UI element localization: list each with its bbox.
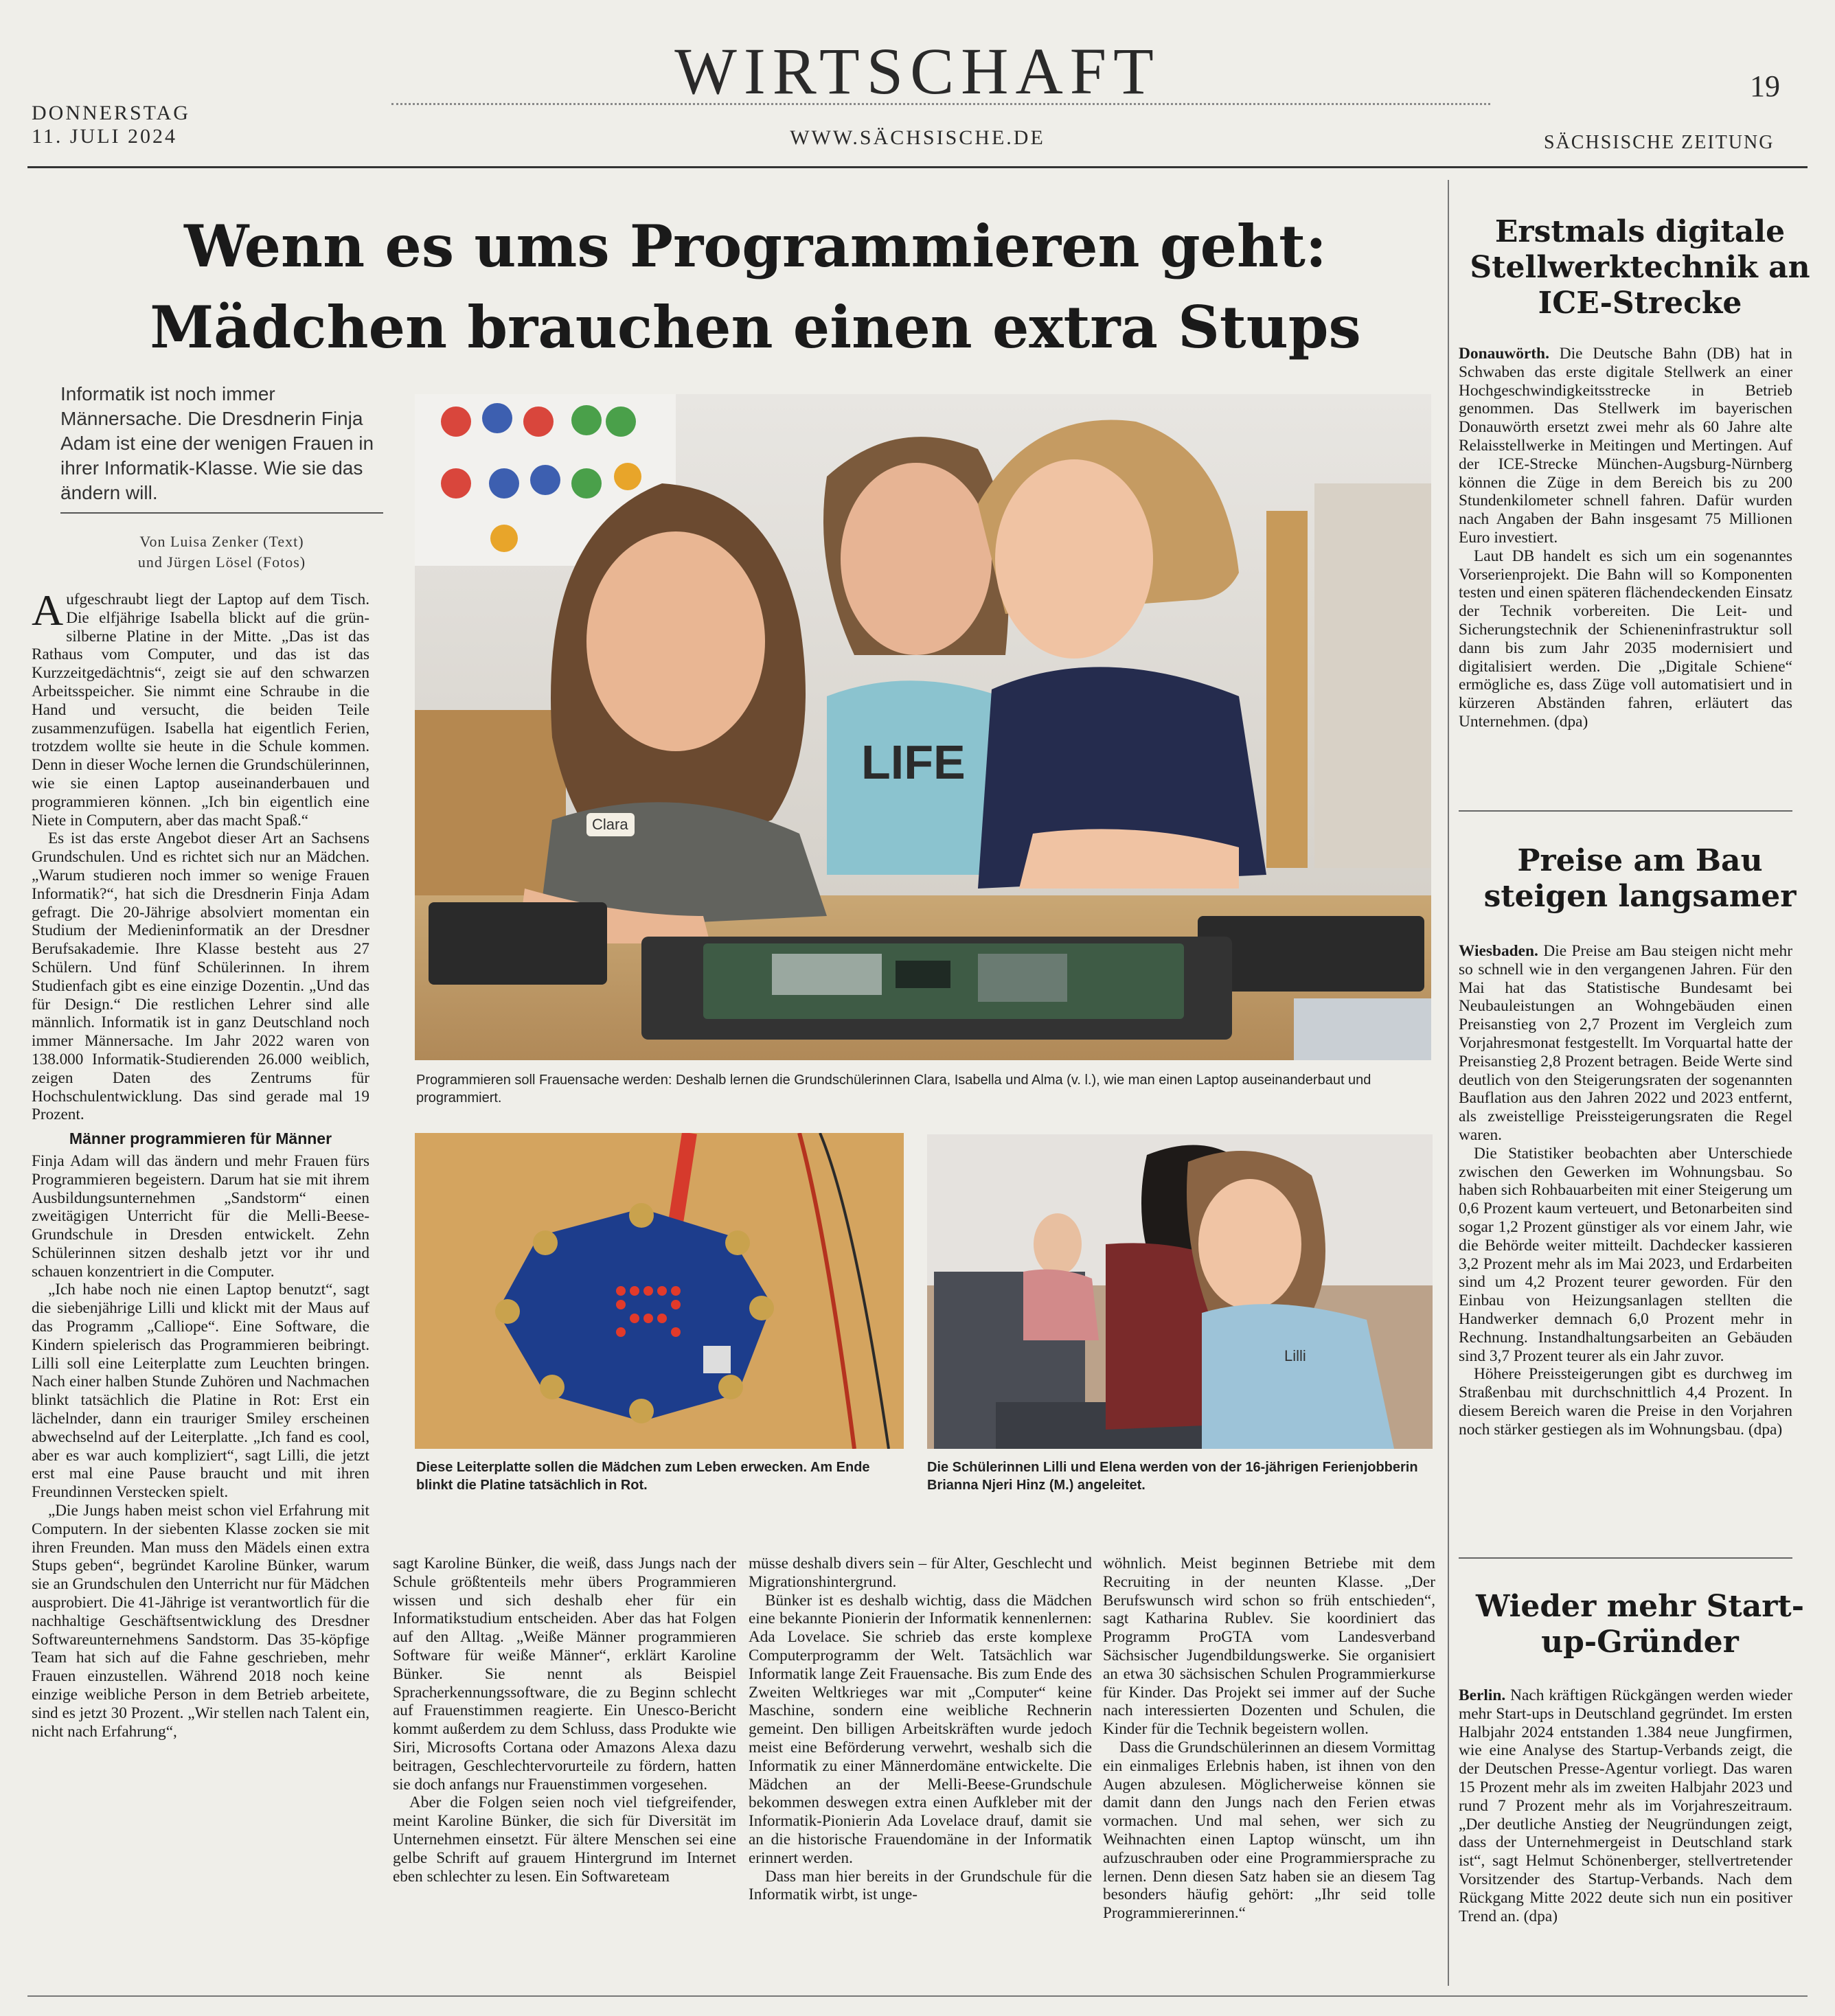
main-photo [415,394,1431,1060]
shirt-text: LIFE [861,735,966,789]
paragraph [1459,942,1792,1145]
article-column-3 [749,1555,1092,1980]
sidebar-rule-2 [1459,1557,1792,1559]
dateline: Berlin. [1459,1686,1506,1704]
headline-line-1: Wenn es ums Programmieren geht: [184,212,1327,280]
sidebar-headline-2: Preise am Bau steigen langsamer [1483,843,1797,914]
paragraph: Dass die Grundschülerinnen an diesem Vormittag ein einmaliges Erlebnis haben, ist ihnen von den Augen abzulesen. Möglicherweise können sie damit dann den Jungs nach den Ferien etwas vormachen. Und mal sehen, wer sich zu Weihnachten einen Laptop wünscht, um ihn aufzuschrauben oder eine Programmiersprache zu lernen. Denn diesen Satz haben sie an diesem Tag besonders häufig gehört: „Ihr seid tolle Programmiererinnen.“ [1103,1738,1435,1923]
byline [60,531,383,573]
students-illustration [927,1134,1433,1449]
circuit-board-caption: Diese Leiterplatte sollen die Mädchen zum Leben erwecken. Am Ende blinkt die Platine tatsächlich in Rot. [416,1460,870,1493]
circuit-board-illustration [415,1133,904,1449]
paragraph: „Ich habe noch nie einen Laptop benutzt“, sagt die siebenjährige Lilli und klickt mit der Maus auf das Programm „Calliope“. Eine Software, die Kindern spielerisch das Programmieren beibringt. Lilli soll eine Leiterplatte zum Leuchten bringen. Nach einer halben Stunde Zuhören und Nachmachen blinkt tatsächlich die Platine in Rot: Erst ein lächelnder, dann ein trauriger Smiley erscheinen abwechselnd auf der Leiterplatte. „Ich fand es cool, aber es war auch kompliziert“, sagt Lilli, die jetzt erst mal eine Pause braucht und mit ihren Freundinnen Verstecken spielt. [32,1281,369,1502]
paragraph [32,591,369,829]
main-headline [69,206,1442,368]
paragraph: Aber die Folgen seien noch viel tiefgreifender, meint Karoline Bünker, die sich für Diversität im Unternehmen einsetzt. Für ältere Menschen sei eine gelbe Schrift auf grauem Hintergrund im Internet eben schlechter zu lesen. Ein Softwareteam [393,1794,736,1886]
paragraph: Finja Adam will das ändern und mehr Frauen fürs Programmieren begeistern. Darum hat sie mit ihrem Ausbildungsunternehmen „Sandstorm“ einen zweitägigen Unterricht für die Melli-Beese-Grundschule in Dresden entwickelt. Zehn Schülerinnen sitzen deshalb jetzt vor ihr und schauen konzentriert in die Computer. [32,1152,369,1281]
paragraph: wöhnlich. Meist beginnen Betriebe mit dem Recruiting in der neunten Klasse. „Der Berufswunsch wird schon so früh entschieden“, sagt Katharina Rublev. Sie koordiniert das Programm ProGTA vom Landesverband Sächsischer Jugendbildungswerke. Sie organisiert an etwa 30 sächsischen Schulen Programmierkurse für Kinder. Das Projekt sei immer auf der Suche nach interessierten Dozenten und Schulen, die Kinder für die Technik begeistern wollen. [1103,1555,1435,1739]
dateline: Wiesbaden. [1459,942,1538,960]
paragraph: Es ist das erste Angebot dieser Art an Sachsens Grundschulen. Und es richtet sich nur an Mädchen. „Warum studieren noch immer so wenige Frauen Informatik?“, hat sich die Dresdnerin Finja Adam gefragt. Die 20-Jährige absolviert momentan ein Studium der Medieninformatik an der Dresdner Berufsakademie. Ihre Klasse besteht aus 27 Schülern. Und fünf Schülerinnen. In ihrem Studienfach gibt es eine einzige Dozentin. „Und das für Design.“ Die restlichen Lehrer sind alle männlich. Informatik ist in ganz Deutschland noch immer Männersache. Im Jahr 2022 waren von 138.000 Informatik-Studierenden 26.000 weiblich, zeigen Daten des Zentrums für Hochschulentwicklung. Das sind gerade mal 19 Prozent. [32,829,369,1124]
paragraph-text: ufgeschraubt liegt der Laptop auf dem Tisch. Die elfjährige Isabella blickt auf die grün-silberne Platine in der Mitte. „Das ist das Rathaus vom Computer, und das ist das Kurzzeitgedächtnis“, zeigt sie auf den schwarzen Arbeitsspeicher. Sie nimmt eine Schraube in die Hand und versucht, die beiden Teile zusammenzufügen. Isabella hat eigentlich Ferien, trotzdem wollte sie heute in die Schule kommen. Denn in dieser Woche lernen die Grundschülerinnen, wie sie einen Laptop auseinanderbauen und programmieren können. „Ich bin eigentlich eine Niete in Computern, aber das macht Spaß.“ [32,591,369,829]
article-column-4 [1103,1555,1435,1980]
newspaper-name: SÄCHSISCHE ZEITUNG [1544,132,1775,153]
dateline: Donauwörth. [1459,345,1549,363]
paragraph [1459,1686,1792,1925]
students-caption: Die Schülerinnen Lilli und Elena werden von der 16-jährigen Ferienjobberin Brianna Njeri Hinz (M.) angeleitet. [927,1460,1418,1493]
byline-text: Von Luisa Zenker (Text) [139,533,304,550]
paragraph: müsse deshalb divers sein – für Alter, Geschlecht und Migrationshintergrund. [749,1555,1092,1591]
section-title: WIRTSCHAFT [674,34,1161,108]
paragraph: Die Statistiker beobachten aber Unterschiede zwischen den Gewerken im Wohnungsbau. So haben sich Rohbauarbeiten mit einer Steigerung um 0,6 Prozent kaum verteuert, und Betonarbeiten sind sogar 1,2 Prozent günstiger als vor einem Jahr, wie die Behörde weiter mitteilt. Dachdecker kassieren 3,2 Prozent mehr als im Mai 2023, und Erdarbeiten sind um 4,2 Prozent teurer geworden. Für den Einbau von Heizungsanlagen stellten die Handwerker demnach 6,0 Prozent mehr in Rechnung. Instandhaltungsarbeiten an Gebäuden sind 3,7 Prozent teurer als ein Jahr zuvor. [1459,1144,1792,1365]
paragraph-text: Nach kräftigen Rückgängen werden wieder mehr Start-ups in Deutschland gegründet. Im ersten Halbjahr 2024 entstanden 1.384 neue Jungfirmen, wie eine Analyse des Startup-Verbands zeigt, die der Deutschen Presse-Agentur vorliegt. Das waren 15 Prozent mehr als im zweiten Halbjahr 2023 und rund 7 Prozent mehr als im Vorjahreszeitraum. „Der deutliche Anstieg der Neugründungen zeigt, dass der Unternehmergeist in Deutschland stark ist“, sagt Helmut Schönenberger, stellvertretender Vorsitzender des Startup-Verbands. Nach dem Rückgang Mitte 2022 deute sich nun ein positiver Trend an. (dpa) [1459,1686,1792,1925]
paragraph: „Die Jungs haben meist schon viel Erfahrung mit Computern. In der siebenten Klasse zocken sie mit ihren Freunden. Man muss den Mädels einen extra Stups geben“, begründet Karoline Bünker, warum sie an Grundschulen den Unterricht nur für Mädchen ausprobiert. Die 41-Jährige ist verantwortlich für die nachhaltige Geschäftsentwicklung des Dresdner Softwareunternehmens Sandstorm. Das 35-köpfige Team hat sich auf die Fahne geschrieben, mehr Frauen einzustellen. Während 2018 noch keine einzige weibliche Person in dem Betrieb arbeitete, sind es jetzt 30 Prozent. „Wir stellen nach Talent ein, nicht nach Erfahrung“, [32,1502,369,1741]
paragraph: Bünker ist es deshalb wichtig, dass die Mädchen eine bekannte Pionierin der Informatik kennenlernen: Ada Lovelace. Sie schrieb das erste komplexe Computerprogramm der Welt. Tatsächlich war Informatik lange Zeit Frauensache. Bis zum Ende des Zweiten Weltkrieges war mit „Computer“ keine Maschine, sondern eine weibliche Rechnerin gemeint. Den billigen Arbeitskräften wurde jedoch meist eine Beförderung verwehrt, weshalb sich die Informatik zu einer Männerdomäne entwickelte. Die Mädchen an der Melli-Beese-Grundschule bekommen deswegen extra einen Aufkleber mit der Informatik-Pionierin Ada Lovelace drauf, damit sie an die historische Frauendomäne in der Informatik erinnert werden. [749,1591,1092,1867]
paragraph-text: Die Deutsche Bahn (DB) hat in Schwaben das erste digitale Stellwerk an einer Hochgeschwindigkeitsstrecke in Betrieb genommen. Das Stellwerk im bayerischen Donauwörth ersetzt zwei mehr als 60 Jahre alte Relaisstellwerke in Meitingen und Mertingen. Auf der ICE-Strecke München-Augsburg-Nürnberg können die Züge in dem Bereich bis zu 200 Stundenkilometer schnell fahren. Dafür wurden nach Angaben der Bahn insgesamt 75 Millionen Euro investiert. [1459,345,1792,547]
masthead-rule [27,166,1808,168]
paragraph: sagt Karoline Bünker, die weiß, dass Jungs nach der Schule größtenteils mehr übers Programmieren wissen und sich deshalb eher für ein Informatikstudium entscheiden. Aber das hat Folgen auf den Alltag. „Weiße Männer programmieren Software für weiße Männer“, erklärt Karoline Bünker. Sie nennt als Beispiel Spracherkennungssoftware, die zu Beginn schlecht auf Frauenstimmen reagierte. Ein Unesco-Bericht kommt außerdem zu dem Schluss, dass Produkte wie Siri, Microsofts Cortana oder Amazons Alexa dazu beitragen, Geschlechtervorurteile zu fördern, hatten sie doch anfangs nur Frauenstimmen vorgesehen. [393,1555,736,1794]
sidebar-headline-3: Wieder mehr Start-up-Gründer [1475,1589,1805,1660]
drop-cap: A [32,591,64,634]
article-intro: Informatik ist noch immer Männersache. Die Dresdnerin Finja Adam ist eine der wenigen Frauen in ihrer Informatik-Klasse. Wie sie das ändern will. [60,383,374,503]
issue-weekday: DONNERSTAG [32,102,190,124]
sidebar-article-3 [1459,1686,1792,1989]
students-photo [927,1134,1433,1449]
website-url: WWW.SÄCHSISCHE.DE [790,126,1045,149]
sidebar-article-1 [1459,345,1792,798]
name-tag-clara: Clara [592,816,628,833]
main-photo-illustration [415,394,1431,1060]
bottom-rule [27,1995,1808,1997]
headline-line-2: Mädchen brauchen einen extra Stups [150,293,1361,361]
page-number: 19 [1750,69,1780,103]
sidebar-headline-1: Erstmals digitale Stellwerktechnik an ICE-Strecke [1470,214,1810,321]
sidebar-rule-1 [1459,810,1792,812]
subheading: Männer programmieren für Männer [69,1130,332,1148]
paragraph [1459,345,1792,547]
paragraph: Laut DB handelt es sich um ein sogenanntes Vorserienprojekt. Die Bahn will so Komponenten testen und einen späteren flächendeckenden Einsatz der Technik vorbereiten. Die Leit- und Sicherungstechnik der Schieneninfrastruktur soll dann bis zum Jahr 2035 modernisiert und digitalisiert werden. Die „Digitale Schiene“ ermögliche es, dass Züge voll automatisiert und in kürzeren Abständen fahren, erläutert das Unternehmen. (dpa) [1459,547,1792,731]
main-photo-caption: Programmieren soll Frauensache werden: Deshalb lernen die Grundschülerinnen Clara, Isabella und Alma (v. l.), wie man einen Laptop auseinanderbaut und programmiert. [416,1073,1371,1106]
sidebar-article-2 [1459,942,1792,1539]
intro-rule [60,512,383,514]
article-column-1 [32,591,369,1984]
sidebar-divider [1448,180,1449,1986]
issue-day: 11. JULI 2024 [32,125,178,148]
masthead-dotted-rule [391,103,1490,105]
paragraph: Höhere Preissteigerungen gibt es durchweg im Straßenbau mit durchschnittlich 4,4 Prozent. In diesem Bereich waren die Preise in den Vorjahren noch stärker gestiegen als im Wohnungsbau. (dpa) [1459,1365,1792,1439]
circuit-board-photo [415,1133,904,1449]
paragraph-text: Die Preise am Bau steigen nicht mehr so schnell wie in den vergangenen Jahren. Für den Mai hat das Statistische Bundesamt bei Neubauleistungen an Wohngebäuden einen Preisanstieg von 2,7 Prozent im Vergleich zum Vorjahresmonat festgestellt. Im Vorquartal hatte der Preisanstieg 2,8 Prozent betragen. Beide Werte sind deutlich von den Steigerungsraten der sogenannten Bauflation aus den Jahren 2022 und 2023 entfernt, als zweistellige Preissteigerungsraten die Regel waren. [1459,942,1792,1144]
article-column-2 [393,1555,736,1980]
paragraph: Dass man hier bereits in der Grundschule für die Informatik wirbt, ist unge- [749,1867,1092,1904]
byline-photos: und Jürgen Lösel (Fotos) [137,553,306,571]
name-tag-lilli: Lilli [1284,1347,1306,1364]
